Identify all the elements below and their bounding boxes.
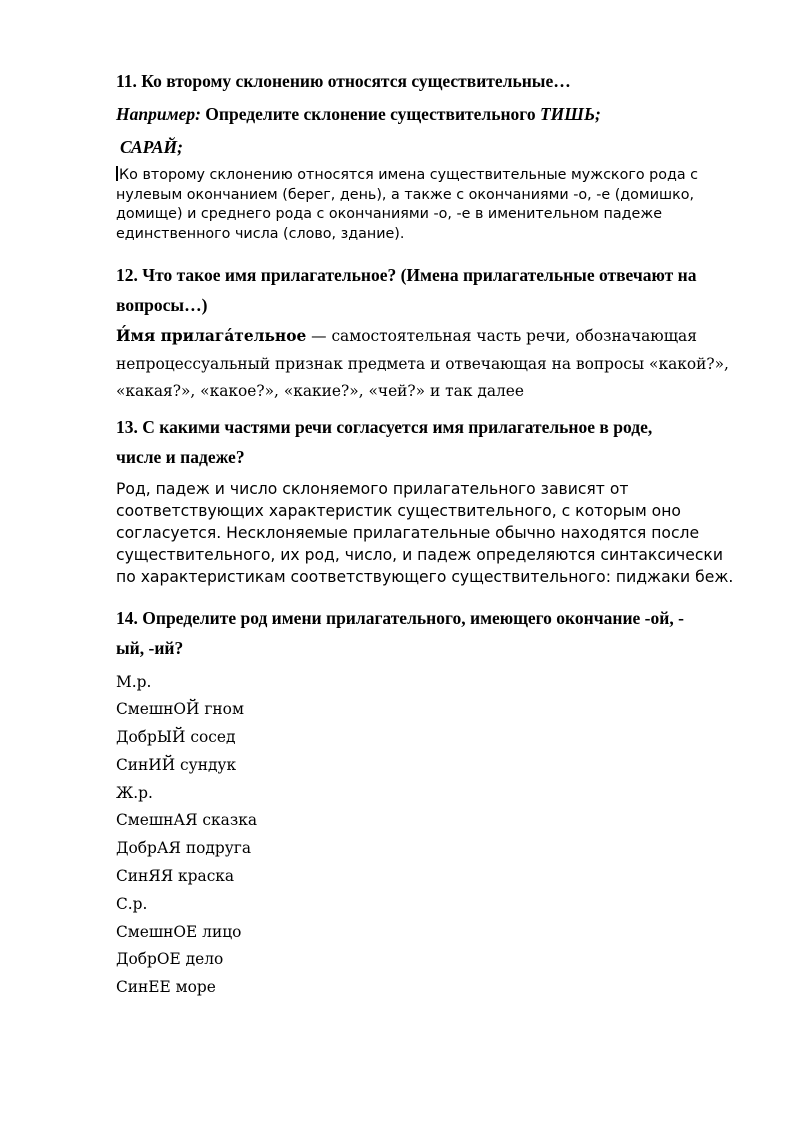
list-item: С.р. [116, 894, 148, 913]
list-item: ДобрЫЙ сосед [116, 728, 236, 747]
question-11-title: 11. Ко второму склонению относятся существительные… [116, 71, 571, 91]
example-word-2: САРАЙ; [120, 137, 183, 157]
list-item: ДобрОЕ дело [116, 950, 224, 969]
term: И́мя прилага́тельное [116, 327, 307, 345]
question-12-answer [116, 323, 741, 406]
document-page [116, 70, 746, 1002]
title-line-1: 13. С какими частями речи согласуется имя прилагательное в роде, [116, 416, 653, 437]
list-item: СмешнАЯ сказка [116, 811, 258, 830]
question-11-answer [116, 166, 726, 244]
list-item: ДобрАЯ подруга [116, 839, 252, 858]
example-text: Определите склонение существительного [200, 104, 540, 124]
list-item: Ж.р. [116, 783, 153, 802]
question-11-example [116, 103, 746, 125]
title-line-1: 12. Что такое имя прилагательное? (Имена прилагательные отвечают на [116, 265, 697, 285]
title-line-2: вопросы…) [116, 295, 208, 315]
question-11-example-2 [116, 136, 746, 158]
list-item: СинЕЕ море [116, 978, 216, 997]
title-line-2: числе и падеже? [116, 446, 245, 467]
list-item: СинЯЯ краска [116, 867, 235, 886]
question-14-title [116, 603, 746, 663]
list-item: СмешнОЕ лицо [116, 922, 242, 941]
example-prefix: Например: [116, 104, 201, 124]
answer-text: Ко второму склонению относятся имена существительные мужского рода с нулевым окончанием (берег, день), а также с окончаниями -о, -е (домишко, домище) и среднего рода с окончаниями -о, -е в именительном падеже единственного числа (слово, здание). [116, 167, 698, 242]
question-12-title [116, 260, 746, 320]
question-13-title [116, 412, 746, 472]
title-line-2: ый, -ий? [116, 637, 184, 658]
text-cursor [116, 166, 118, 181]
question-13-answer: Род, падеж и число склоняемого прилагательного зависят от соответствующих характеристик существительного, с которым оно согласуется. Несклоняемые прилагательные обычно находятся после существительного, их род, число, и падеж определяются синтаксически по характеристикам соответствующего существительного: пиджаки беж. [116, 479, 734, 586]
list-item: СмешнОЙ гном [116, 700, 244, 719]
list-item: М.р. [116, 672, 152, 691]
title-line-1: 14. Определите род имени прилагательного, имеющего окончание -ой, - [116, 607, 684, 628]
question-14-list [116, 669, 746, 1003]
answer-text: — самостоятельная часть речи, обозначающая непроцессуальный признак предмета и отвечающая на вопросы «какой?», «какая?», «какое?», «какие?», «чей?» и так далее [116, 327, 729, 400]
list-item: СинИЙ сундук [116, 755, 237, 774]
example-word-1: ТИШЬ; [539, 104, 601, 124]
